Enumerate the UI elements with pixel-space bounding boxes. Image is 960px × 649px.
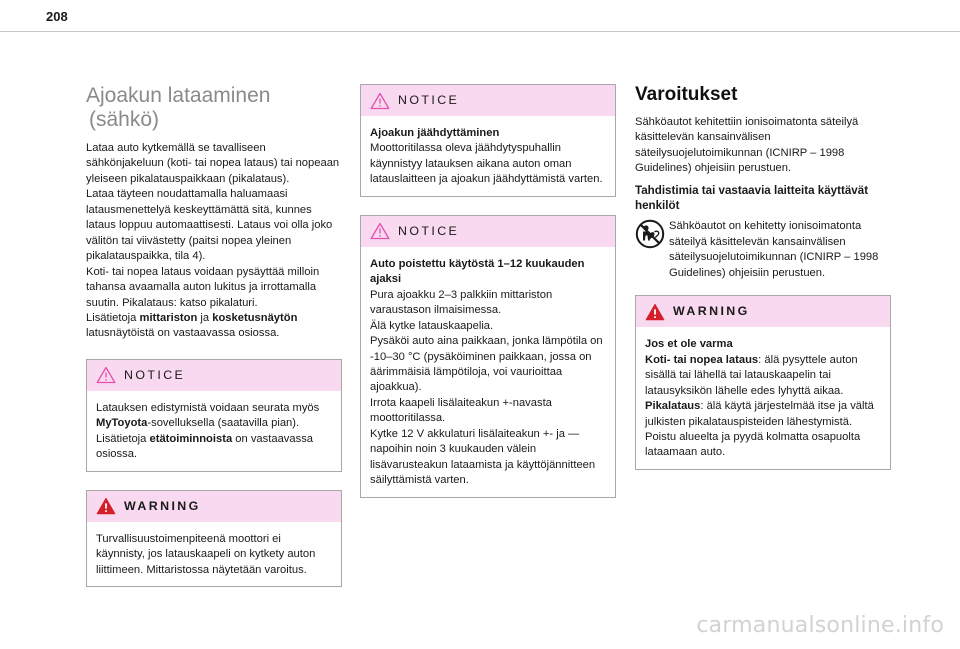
warning-triangle-filled-icon: [645, 303, 665, 321]
notice-body: Ajoakun jäähdyttäminen Moottoritilassa oleva jäähdytyspuhallin käynnistyy latauksen aikana auton oman latauslaitteen ja ajoakun jäähdyttämistä varten.: [370, 127, 603, 186]
notice-box-storage: [360, 215, 616, 498]
page-number: 208: [46, 9, 68, 24]
notice-header: [361, 216, 615, 247]
warning-label: WARNING: [124, 498, 201, 513]
header-rule: [0, 31, 960, 32]
bold-kosketusnaytto: kosketusnäytön: [212, 312, 298, 325]
warning-header: [636, 296, 890, 327]
notice-body: Latauksen edistymistä voidaan seurata myös MyToyota-sovelluksella (saatavilla pian). Lisätietoja etätoiminnoista on vastaavassa osiossa.: [96, 401, 320, 461]
bold-mittariston: mittariston: [139, 312, 198, 325]
notice-header: [87, 360, 341, 391]
bold-fast-charging: Pikalataus: [645, 400, 701, 413]
warning-header: [87, 491, 341, 522]
warning-triangle-filled-icon: [96, 497, 116, 515]
notice-box-progress: [86, 359, 342, 472]
warning-box-uncertain: [635, 295, 891, 470]
charging-paragraph: Lataa täyteen noudattamalla haluamaasi latausmenettelyä keskeyttämättä sitä, kunnes lataus loppuu automaattisesti. Lataus voi olla joko välitön tai viivästetty (paitsi nopea yleinen pikalatauspaikka, tila 4).: [86, 188, 333, 263]
warning-box-engine: [86, 490, 342, 587]
notice-label: NOTICE: [124, 367, 186, 382]
section-title: [86, 84, 342, 131]
warning-body: Turvallisuustoimenpiteenä moottori ei käynnisty, jos latauskaapeli on kytkety auton liittimeen. Mittaristossa näytetään varoitus.: [96, 532, 316, 576]
section-title-line2: (sähkö): [89, 107, 160, 131]
intro-paragraph: Lataa auto kytkemällä se tavalliseen sähkönjakeluun (koti- tai nopea lataus) tai nopeaan yleiseen pikalatauspaikkaan (pikalataus).: [86, 142, 340, 185]
watermark: carmanualsonline.info: [696, 612, 944, 638]
warning-triangle-icon: [96, 366, 116, 384]
pacemaker-info: [635, 219, 891, 281]
warning-triangle-icon: [370, 222, 390, 240]
column-3: [635, 84, 891, 488]
section-title-line1: Ajoakun lataaminen: [86, 84, 271, 107]
bold-home-charging: Koti- tai nopea lataus: [645, 353, 759, 366]
notice-label: NOTICE: [398, 92, 460, 107]
info-paragraph: Lisätietoja mittariston ja kosketusnäytön latusnäytöistä on vastaavassa osiossa.: [86, 312, 298, 340]
pacemaker-subtitle: Tahdistimia tai vastaavia laitteita käyttävät henkilöt: [635, 183, 869, 213]
warning-body: Jos et ole varma Koti- tai nopea lataus: älä pysyttele auton sisällä tai lähellä tai latauskaapelin tai latausyksikön lähelle edes lyhyttä aikaa. Pikalataus: älä käytä järjestelmää itse ja vältä julkisten pikalatauspisteiden lähestymistä. Poistu alueelta ja pyydä kolmatta osapuolta lataamaan auto.: [645, 338, 874, 459]
pacemaker-text: Sähköautot on kehitetty ionisoimatonta säteilyä käsittelevän kansainvälisen säteilysuojelutoimikunnan (ICNIRP – 1998 Guidelines) ohjeisiin perustuen.: [669, 220, 879, 279]
no-pacemaker-icon: [635, 219, 665, 249]
notice-heading: Auto poistettu käytöstä 1–12 kuukauden ajaksi: [370, 257, 585, 286]
warning-label: WARNING: [673, 304, 750, 319]
notice-heading: Ajoakun jäähdyttäminen: [370, 127, 500, 139]
warnings-paragraph: Sähköautot kehitettiin ionisoimatonta säteilyä käsittelevän kansainvälisen säteilysuojelutoimikunnan (ICNIRP – 1998 Guidelines) ohjeisiin perustuen.: [635, 115, 859, 175]
notice-label: NOTICE: [398, 223, 460, 238]
bold-mytoyota: MyToyota: [96, 417, 148, 430]
warning-triangle-icon: [370, 92, 390, 110]
notice-header: [361, 85, 615, 116]
column-1: [86, 84, 342, 605]
notice-box-cooling: [360, 84, 616, 197]
warnings-title: Varoitukset: [635, 84, 738, 105]
notice-body: Auto poistettu käytöstä 1–12 kuukauden ajaksi Pura ajoakku 2–3 palkkiin mittariston varaustason ilmaisimessa. Älä kytke latauskaapelia. Pysäköi auto aina paikkaan, jonka lämpötila on -10–30 °C (pysäköiminen paikkaan, jossa on äärimmäisiä lämpötiloja, voi vaurioittaa ajoakkua). Irrota kaapeli lisälaiteakun +-navasta moottoritilassa. Kytke 12 V akkulaturi lisälaiteakun +- ja —napoihin noin 3 kuukauden välein lisävarusteakun lataamista ja käyttöjännitteen säilyttämistä varten.: [370, 257, 603, 487]
column-2: [360, 84, 616, 516]
warning-heading: Jos et ole varma: [645, 338, 733, 351]
stop-paragraph: Koti- tai nopea lataus voidaan pysäyttää milloin tahansa avaamalla auton lukitus ja irrottamalla suutin. Pikalataus: katso pikalaturi.: [86, 265, 320, 309]
bold-etatoiminnot: etätoiminnoista: [149, 432, 233, 445]
